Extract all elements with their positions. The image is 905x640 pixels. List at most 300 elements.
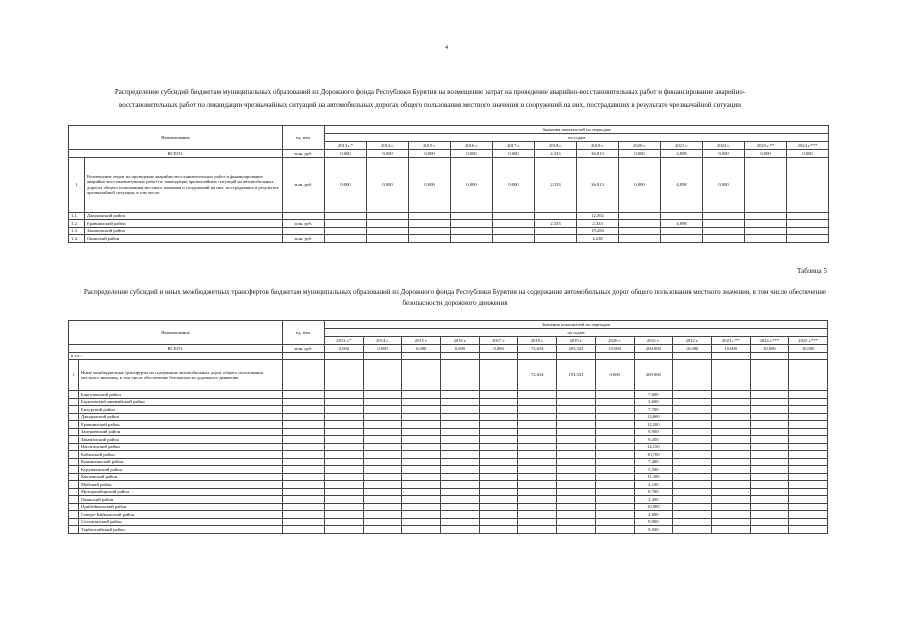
year-header: 2021 г. <box>634 337 673 345</box>
value-cell <box>789 473 828 481</box>
value-cell: 0,000 <box>619 150 661 158</box>
value-cell <box>479 398 518 406</box>
district-name: Прибайкальский район <box>79 503 283 511</box>
year-header: 2022 г. <box>703 142 745 150</box>
value-cell <box>673 481 712 489</box>
value-cell: 2,333 <box>535 220 577 228</box>
row-number <box>69 451 79 459</box>
value-cell <box>402 518 441 526</box>
value-cell <box>789 481 828 489</box>
value-cell: 9,500 <box>634 526 673 534</box>
row-number <box>69 496 79 504</box>
value-cell <box>745 220 787 228</box>
table-row-incl <box>69 352 828 360</box>
year-header: 2015 г. <box>409 142 451 150</box>
value-cell <box>325 352 364 360</box>
row-unit: млн. руб. <box>283 220 325 228</box>
value-cell <box>595 421 634 429</box>
year-header: 2022 г. <box>673 337 712 345</box>
row-name: ВСЕГО: <box>69 345 283 353</box>
value-cell <box>441 473 480 481</box>
value-cell <box>363 443 402 451</box>
value-cell: 0,000 <box>703 157 745 212</box>
value-cell <box>711 481 750 489</box>
value-cell <box>325 413 364 421</box>
row-unit <box>283 428 325 436</box>
value-cell <box>325 227 367 235</box>
value-cell: 12,200 <box>634 421 673 429</box>
value-cell <box>673 352 712 360</box>
value-cell <box>750 473 789 481</box>
district-row <box>69 406 828 414</box>
value-cell <box>557 352 596 360</box>
value-cell <box>441 391 480 399</box>
value-cell <box>711 436 750 444</box>
header-name: Наименование <box>69 126 283 150</box>
value-cell: 0,000 <box>363 345 402 353</box>
year-header: 2015 г. <box>402 337 441 345</box>
value-cell <box>673 473 712 481</box>
row-unit: млн. руб. <box>283 345 325 353</box>
value-cell <box>789 451 828 459</box>
value-cell <box>673 511 712 519</box>
district-name: Джидинский район <box>79 413 283 421</box>
value-cell <box>711 518 750 526</box>
value-cell <box>441 511 480 519</box>
value-cell <box>557 503 596 511</box>
district-row <box>69 473 828 481</box>
row-name: Закаменский район <box>85 227 283 235</box>
value-cell: 200,000 <box>634 345 673 353</box>
value-cell <box>703 235 745 243</box>
value-cell: 4,100 <box>634 481 673 489</box>
district-row <box>69 428 828 436</box>
value-cell <box>363 391 402 399</box>
value-cell <box>745 227 787 235</box>
header-row <box>69 126 829 134</box>
value-cell <box>789 413 828 421</box>
value-cell: 7,000 <box>634 391 673 399</box>
year-header: 2018 г. <box>535 142 577 150</box>
row-unit <box>283 421 325 429</box>
year-header: 2014 г. <box>367 142 409 150</box>
value-cell: 10,000 <box>595 345 634 353</box>
value-cell: 10,900 <box>634 503 673 511</box>
row-unit <box>283 481 325 489</box>
value-cell: 0,000 <box>451 150 493 158</box>
value-cell: 36,813 <box>577 150 619 158</box>
row-unit <box>283 518 325 526</box>
value-cell <box>325 398 364 406</box>
value-cell <box>441 466 480 474</box>
value-cell: 0,000 <box>703 150 745 158</box>
value-cell <box>325 406 364 414</box>
value-cell <box>711 466 750 474</box>
value-cell <box>402 391 441 399</box>
value-cell <box>325 428 364 436</box>
value-cell <box>673 488 712 496</box>
value-cell <box>789 518 828 526</box>
year-header: 2016 г. <box>441 337 480 345</box>
value-cell <box>402 436 441 444</box>
value-cell <box>595 398 634 406</box>
value-cell: 2,333 <box>535 157 577 212</box>
value-cell <box>595 451 634 459</box>
value-cell <box>518 421 557 429</box>
row-name: Возмещение затрат на проведение аварийно-восстановительных работ и финансирование аварийно-восстановительных работ по ликвидации чрезвычайных ситуаций на автомобильных дорогах общего пользования местного значения и сооружений на них, пострадавших в результате чрезвычайной ситуации, в том числе: <box>85 157 283 212</box>
value-cell <box>711 473 750 481</box>
value-cell <box>518 488 557 496</box>
district-name: Селенгинский район <box>79 518 283 526</box>
value-cell <box>402 473 441 481</box>
value-cell <box>325 458 364 466</box>
value-cell <box>557 473 596 481</box>
row-number <box>69 488 79 496</box>
row-unit <box>283 458 325 466</box>
table-row <box>69 150 829 158</box>
year-header: 2025 г.*** <box>789 337 828 345</box>
value-cell <box>402 398 441 406</box>
value-cell <box>595 518 634 526</box>
value-cell <box>750 398 789 406</box>
value-cell <box>441 488 480 496</box>
value-cell <box>479 511 518 519</box>
value-cell: 0,000 <box>325 150 367 158</box>
value-cell: 2,400 <box>634 496 673 504</box>
row-unit <box>283 360 325 391</box>
value-cell <box>595 473 634 481</box>
value-cell <box>325 443 364 451</box>
district-row <box>69 488 828 496</box>
row-unit <box>283 496 325 504</box>
value-cell <box>367 235 409 243</box>
table-row-total <box>69 345 828 353</box>
value-cell <box>479 458 518 466</box>
district-row <box>69 503 828 511</box>
value-cell: 0,000 <box>479 345 518 353</box>
value-cell: 72,634 <box>518 360 557 391</box>
value-cell <box>518 398 557 406</box>
district-row <box>69 436 828 444</box>
value-cell: 10,000 <box>789 345 828 353</box>
value-cell: 0,000 <box>409 150 451 158</box>
district-row <box>69 466 828 474</box>
district-row <box>69 518 828 526</box>
value-cell <box>557 428 596 436</box>
header-unit: ед. изм. <box>283 321 325 345</box>
row-number <box>69 466 79 474</box>
district-row <box>69 526 828 534</box>
value-cell <box>518 391 557 399</box>
value-cell <box>750 518 789 526</box>
value-cell <box>619 227 661 235</box>
value-cell: 11,300 <box>634 473 673 481</box>
value-cell <box>789 511 828 519</box>
value-cell: 9,900 <box>634 428 673 436</box>
district-name: Мухоршибирский район <box>79 488 283 496</box>
value-cell <box>789 526 828 534</box>
value-cell <box>557 443 596 451</box>
value-cell <box>325 220 367 228</box>
value-cell <box>750 391 789 399</box>
value-cell <box>673 518 712 526</box>
row-unit: млн. руб. <box>283 235 325 243</box>
header-unit: ед. изм. <box>283 126 325 150</box>
value-cell <box>595 406 634 414</box>
value-cell <box>673 526 712 534</box>
value-cell <box>518 428 557 436</box>
value-cell: 2,333 <box>577 220 619 228</box>
value-cell <box>750 481 789 489</box>
value-cell <box>750 451 789 459</box>
year-header: 2017 г. <box>493 142 535 150</box>
district-name: Тарбагатайский район <box>79 526 283 534</box>
value-cell <box>673 398 712 406</box>
value-cell <box>367 227 409 235</box>
value-cell <box>409 212 451 220</box>
value-cell <box>479 352 518 360</box>
value-cell <box>518 481 557 489</box>
value-cell <box>557 391 596 399</box>
value-cell <box>325 496 364 504</box>
value-cell: 4,898 <box>661 220 703 228</box>
value-cell <box>750 458 789 466</box>
year-header: 2021 г. <box>661 142 703 150</box>
value-cell <box>493 235 535 243</box>
value-cell <box>363 518 402 526</box>
value-cell <box>518 451 557 459</box>
value-cell <box>479 496 518 504</box>
value-cell <box>595 503 634 511</box>
value-cell <box>518 458 557 466</box>
value-cell: 7,400 <box>634 458 673 466</box>
value-cell <box>363 496 402 504</box>
value-cell <box>595 413 634 421</box>
value-cell <box>789 443 828 451</box>
value-cell <box>711 443 750 451</box>
district-row <box>69 481 828 489</box>
district-row <box>69 458 828 466</box>
value-cell <box>557 451 596 459</box>
value-cell <box>493 212 535 220</box>
value-cell <box>325 503 364 511</box>
value-cell <box>363 352 402 360</box>
table-row <box>69 227 829 235</box>
subsidy-table-2 <box>68 320 828 534</box>
year-header: 2023 г.** <box>745 142 787 150</box>
row-number <box>69 428 79 436</box>
value-cell <box>661 235 703 243</box>
district-row <box>69 391 828 399</box>
value-cell <box>325 235 367 243</box>
value-cell <box>325 488 364 496</box>
row-unit <box>283 391 325 399</box>
value-cell <box>402 406 441 414</box>
value-cell <box>535 235 577 243</box>
value-cell <box>789 466 828 474</box>
table5-label: Таблица 5 <box>797 267 827 275</box>
value-cell <box>441 458 480 466</box>
value-cell <box>745 235 787 243</box>
value-cell <box>619 220 661 228</box>
row-number: 1.4. <box>69 235 85 243</box>
value-cell <box>557 436 596 444</box>
value-cell <box>479 481 518 489</box>
value-cell <box>325 511 364 519</box>
value-cell: 0,000 <box>409 157 451 212</box>
value-cell <box>711 526 750 534</box>
value-cell <box>789 496 828 504</box>
value-cell: 0,000 <box>367 157 409 212</box>
value-cell: 10,700 <box>634 451 673 459</box>
row-unit <box>283 511 325 519</box>
value-cell <box>711 352 750 360</box>
row-number <box>69 481 79 489</box>
value-cell <box>518 352 557 360</box>
value-cell <box>363 466 402 474</box>
value-cell <box>402 443 441 451</box>
value-cell <box>479 503 518 511</box>
value-cell <box>557 466 596 474</box>
value-cell <box>441 451 480 459</box>
value-cell <box>750 443 789 451</box>
value-cell <box>673 421 712 429</box>
value-cell: 2,333 <box>535 150 577 158</box>
value-cell: 203,352 <box>557 345 596 353</box>
value-cell <box>789 406 828 414</box>
value-cell <box>363 413 402 421</box>
value-cell <box>673 496 712 504</box>
value-cell <box>518 511 557 519</box>
value-cell <box>441 428 480 436</box>
row-name: Окинский район <box>85 235 283 243</box>
value-cell <box>595 466 634 474</box>
value-cell <box>479 436 518 444</box>
value-cell <box>402 458 441 466</box>
header-name: Наименование <box>69 321 283 345</box>
value-cell <box>787 157 829 212</box>
row-number: 1.1. <box>69 212 85 220</box>
row-unit <box>283 451 325 459</box>
value-cell <box>673 413 712 421</box>
header-years-group: по годам <box>325 329 828 337</box>
district-name: Северо-Байкальский район <box>79 511 283 519</box>
value-cell <box>745 212 787 220</box>
value-cell <box>325 360 364 391</box>
value-cell <box>518 436 557 444</box>
value-cell: 193,352 <box>557 360 596 391</box>
value-cell <box>595 481 634 489</box>
row-unit <box>283 212 325 220</box>
value-cell <box>518 473 557 481</box>
value-cell <box>750 428 789 436</box>
value-cell <box>325 212 367 220</box>
value-cell <box>363 511 402 519</box>
value-cell: 0,000 <box>451 157 493 212</box>
district-name: Баргузинский район <box>79 391 283 399</box>
year-header: 2024 г.*** <box>787 142 829 150</box>
value-cell <box>402 511 441 519</box>
row-unit <box>283 503 325 511</box>
value-cell <box>711 360 750 391</box>
value-cell: 13,600 <box>634 413 673 421</box>
value-cell <box>363 360 402 391</box>
value-cell <box>518 413 557 421</box>
row-unit <box>283 473 325 481</box>
district-name: Еравнинский район <box>79 421 283 429</box>
value-cell: 10,000 <box>750 345 789 353</box>
value-cell <box>441 436 480 444</box>
value-cell <box>750 352 789 360</box>
value-cell <box>673 451 712 459</box>
value-cell <box>402 360 441 391</box>
header-row <box>69 321 828 329</box>
row-unit <box>283 488 325 496</box>
district-row <box>69 413 828 421</box>
value-cell <box>518 406 557 414</box>
row-number: 1 <box>69 360 79 391</box>
value-cell <box>325 518 364 526</box>
value-cell <box>363 503 402 511</box>
value-cell <box>619 235 661 243</box>
value-cell: 72,634 <box>518 345 557 353</box>
value-cell <box>363 406 402 414</box>
value-cell <box>441 526 480 534</box>
value-cell <box>518 466 557 474</box>
value-cell <box>325 421 364 429</box>
row-number: 1.2. <box>69 220 85 228</box>
value-cell <box>711 391 750 399</box>
district-name: Курумканский район <box>79 466 283 474</box>
value-cell <box>673 428 712 436</box>
value-cell <box>402 421 441 429</box>
district-name: Кяхтинский район <box>79 473 283 481</box>
row-number <box>69 518 79 526</box>
value-cell <box>479 466 518 474</box>
value-cell <box>557 518 596 526</box>
value-cell <box>325 451 364 459</box>
value-cell <box>451 212 493 220</box>
value-cell <box>711 496 750 504</box>
district-row <box>69 511 828 519</box>
value-cell: 9,450 <box>634 436 673 444</box>
value-cell <box>711 488 750 496</box>
row-name: Джидинский район <box>85 212 283 220</box>
value-cell <box>441 518 480 526</box>
value-cell <box>451 220 493 228</box>
row-number: 1 <box>69 157 85 212</box>
district-name: Кижингинский район <box>79 458 283 466</box>
value-cell <box>535 212 577 220</box>
value-cell <box>363 458 402 466</box>
value-cell <box>441 503 480 511</box>
header-values: Значения показателей по периодам <box>325 321 828 329</box>
value-cell <box>409 220 451 228</box>
row-unit <box>283 398 325 406</box>
value-cell <box>711 503 750 511</box>
value-cell <box>325 466 364 474</box>
district-name: Закаменский район <box>79 436 283 444</box>
value-cell <box>595 443 634 451</box>
value-cell <box>325 473 364 481</box>
value-cell: 0,000 <box>325 157 367 212</box>
value-cell <box>363 398 402 406</box>
value-cell <box>673 436 712 444</box>
value-cell <box>673 406 712 414</box>
row-unit <box>283 443 325 451</box>
value-cell <box>441 406 480 414</box>
value-cell <box>479 526 518 534</box>
